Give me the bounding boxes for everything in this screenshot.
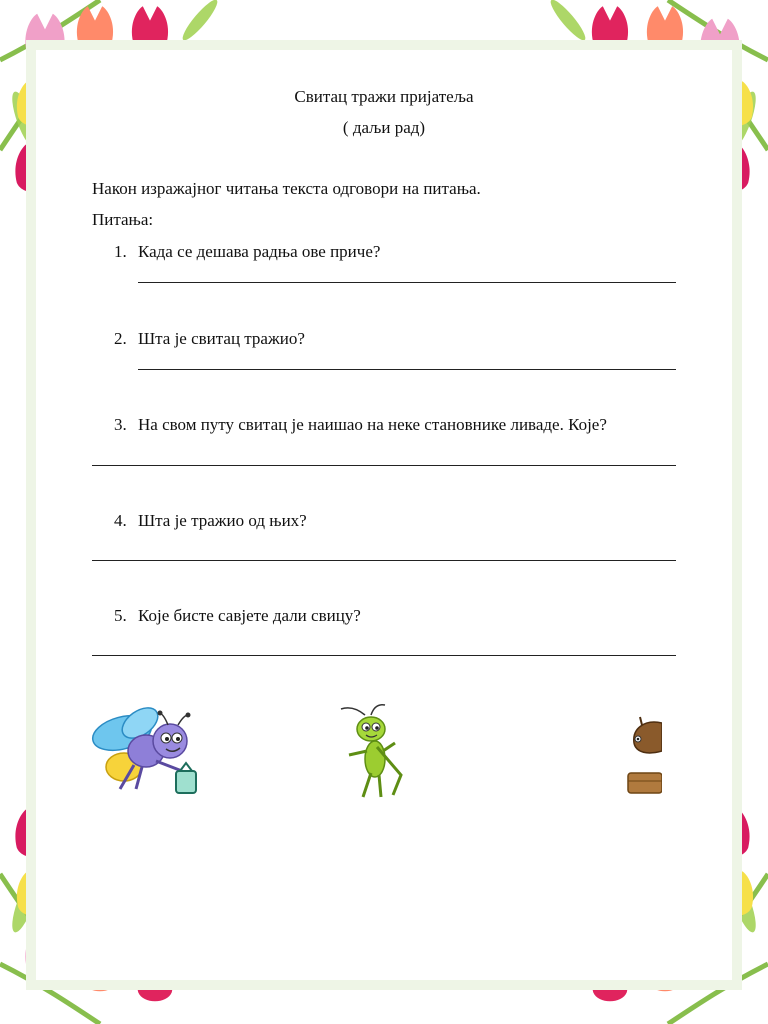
- question-2: [114, 329, 305, 349]
- question-number: 5.: [114, 606, 127, 625]
- question-text: Шта је тражио од њих?: [138, 511, 307, 530]
- answer-line-2[interactable]: [138, 369, 676, 370]
- grasshopper-illustration: [335, 703, 415, 803]
- questions-heading: Питања:: [92, 210, 154, 229]
- worksheet-title: Свитац тражи пријатеља: [294, 87, 474, 106]
- instruction-text: Након изражајног читања текста одговори на питања.: [92, 179, 481, 198]
- question-3: [114, 415, 607, 435]
- question-text: На свом путу свитац је наишао на неке становнике ливаде. Које?: [138, 415, 607, 434]
- question-4: [114, 511, 307, 531]
- firefly-with-lantern-illustration: [90, 705, 210, 800]
- answer-line-1[interactable]: [138, 282, 676, 283]
- question-text: Шта је свитац тражио?: [138, 329, 305, 348]
- question-text: Када се дешава радња ове приче?: [138, 242, 381, 261]
- question-number: 1.: [114, 242, 127, 261]
- question-5: [114, 606, 361, 626]
- question-number: 4.: [114, 511, 127, 530]
- answer-line-3[interactable]: [92, 465, 676, 466]
- answer-line-4[interactable]: [92, 560, 676, 561]
- worksheet-subtitle: ( даљи рад): [342, 118, 426, 137]
- snail-illustration: [624, 715, 662, 797]
- answer-line-5[interactable]: [92, 655, 676, 656]
- question-number: 2.: [114, 329, 127, 348]
- question-1: [114, 242, 380, 262]
- question-number: 3.: [114, 415, 127, 434]
- question-text: Које бисте савјете дали свицу?: [138, 606, 361, 625]
